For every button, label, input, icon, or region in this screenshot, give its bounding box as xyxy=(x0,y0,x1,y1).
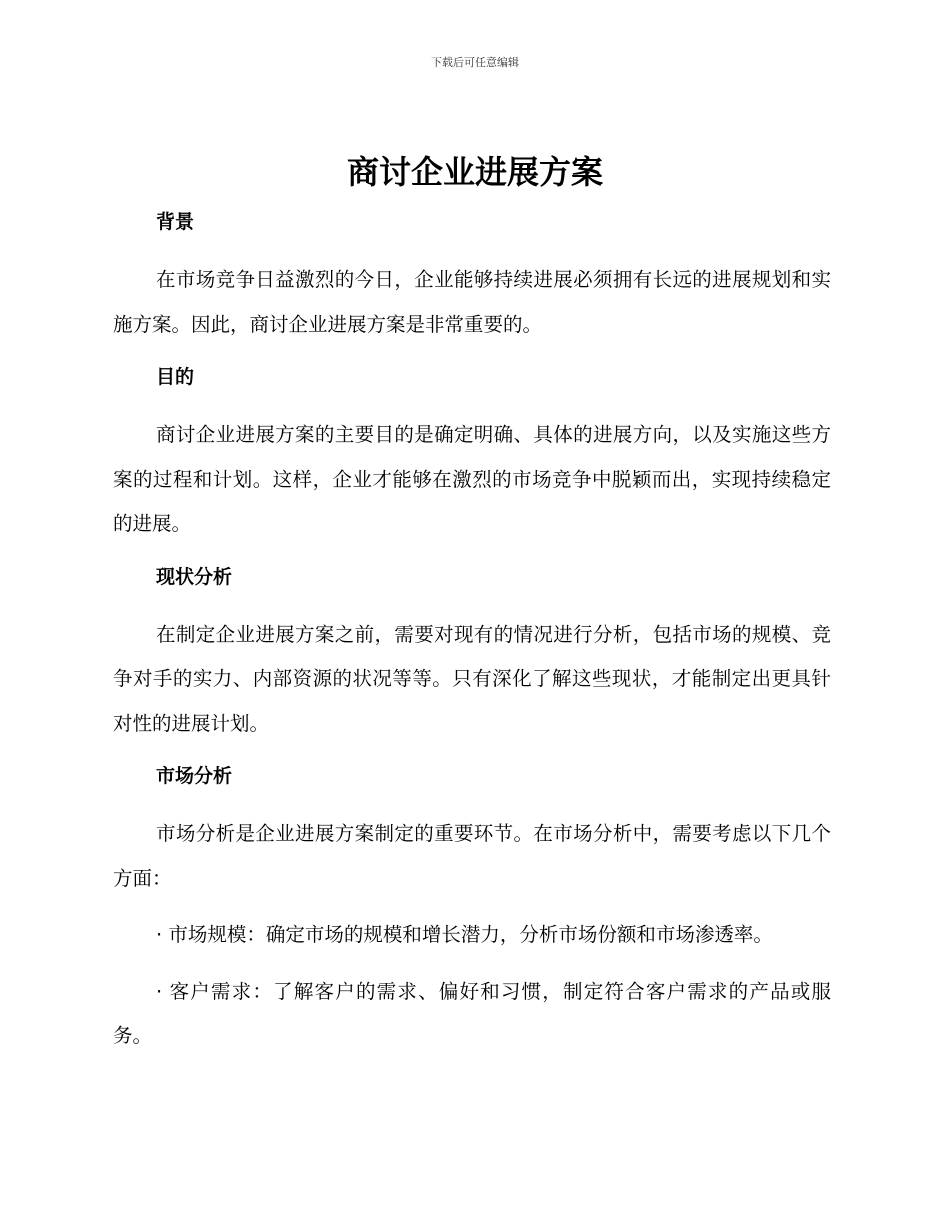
section-heading: 市场分析 xyxy=(156,765,233,787)
section-current-analysis xyxy=(113,559,831,759)
document-title: 商讨企业进展方案 xyxy=(346,153,603,191)
section-heading: 背景 xyxy=(156,211,195,233)
paragraph: 商讨企业进展方案的主要目的是确定明确、具体的进展方向，以及实施这些方案的过程和计划。这样，企业才能够在激烈的市场竞争中脱颖而出，实现持续稳定的进展。 xyxy=(113,423,831,535)
section-purpose xyxy=(113,359,831,559)
section-heading: 目的 xyxy=(156,366,195,388)
bullet-item-market-size: · 市场规模：确定市场的规模和增长潜力，分析市场份额和市场渗透率。 xyxy=(156,923,773,946)
section-heading: 现状分析 xyxy=(156,565,233,588)
section-market-analysis xyxy=(113,758,831,1059)
paragraph: 在市场竞争日益激烈的今日，企业能够持续进展必须拥有长远的进展规划和实施方案。因此，商讨企业进展方案是非常重要的。 xyxy=(113,268,831,336)
document-body xyxy=(113,204,831,1059)
section-background xyxy=(113,204,831,359)
paragraph: 在制定企业进展方案之前，需要对现有的情况进行分析，包括市场的规模、竞争对手的实力、内部资源的状况等等。只有深化了解这些现状，才能制定出更具针对性的进展计划。 xyxy=(113,622,831,735)
header-note: 下载后可任意编辑 xyxy=(431,56,519,69)
bullet-item-customer-needs: · 客户需求：了解客户的需求、偏好和习惯，制定符合客户需求的产品或服务。 xyxy=(113,979,831,1047)
paragraph: 市场分析是企业进展方案制定的重要环节。在市场分析中，需要考虑以下几个方面： xyxy=(113,822,831,890)
